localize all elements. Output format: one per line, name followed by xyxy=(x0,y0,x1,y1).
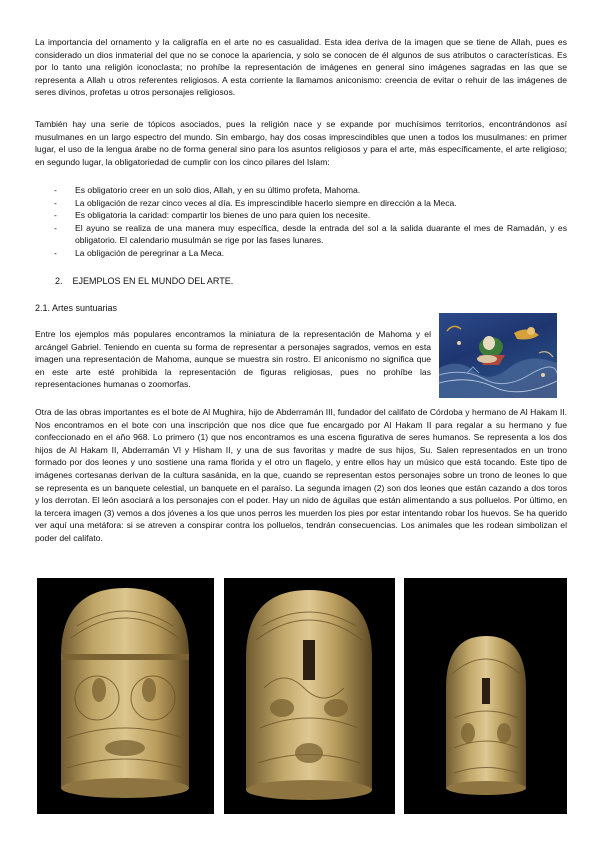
paragraph-miniature: Entre los ejemplos más populares encontramos la miniatura de la representación de Mahoma y el arcángel Gabriel. Teniendo en cuenta su forma de representar a personajes sagrados, vemos en esta imagen una representación de Mahoma, aunque se muestra sin rostro. El aniconismo no significa que en este arte esté prohibida la representación de figuras religiosas, pues no prohíbe las representaciones humanas o zoomorfas. xyxy=(35,329,431,390)
subsection-heading: 2.1. Artes suntuarias xyxy=(35,303,118,313)
paragraph-ornament-calligraphy: La importancia del ornamento y la caligrafía en el arte no es casualidad. Esta idea deriva de la imagen que se tiene de Allah, pues es considerado un dios inmaterial del que no se conoce la apariencia, y solo se conocen de él algunos de sus atributos o características. Es por lo tanto una religión iconoclasta; no prohíbe la representación de imágenes en general sino imágenes sagradas en las que se representa a Allah u otros referentes religiosos. A esta corriente la llamamos aniconismo: creencia de evitar o rehuir de las imágenes de seres divinos, profetas u otros personajes religiosos. xyxy=(35,37,567,98)
section-heading xyxy=(55,276,233,286)
paragraph-al-mughira: Otra de las obras importantes es el bote de Al Mughira, hijo de Abderramán III, fundador del califato de Córdoba y hermano de Al Hakam II. Nos encontramos en el bote con una inscripción que nos dice que fue encargado por Al Hakam II para regalar a su hermano y fue confeccionado en el año 968. Lo primero (1) que nos encontramos es una escena figurativa de seres humanos. Se representa a los dos hijos de Al Hakam II, Abderramán VI y Hisham II, y una de sus favoritas y madre de sus hijos, Su. Salen representados en un trono formado por dos leones y uno sostiene una rama florida y el otro un flagelo, y entre ellos hay un músico que está tocando. Este tipo de imágenes cortesanas derivan de la cultura sasánida, en la que, cuando se representan estos personajes sobre un trono de leones lo que se representa es un banquete celestial, un banquete en el paraíso. La segunda imagen (2) son dos leones que están cazando a dos toros y los derrotan. El león asociará a los personajes con el poder. Hay un nido de águilas que están alimentando a sus polluelos. Por último, en la tercera imagen (3) vemos a dos jóvenes a los que unos perros les muerden los pies por estar intentando robar los huevos. Se ha querido ver aquí una metáfora: si se atreven a conspirar contra los polluelos, tendrán consecuencias. Los animales que les rodean simbolizan el poder del califato. xyxy=(35,407,567,543)
section-title: EJEMPLOS EN EL MUNDO DEL ARTE. xyxy=(72,276,234,286)
mahoma-gabriel-miniature-image xyxy=(439,313,557,398)
list-item: - Es obligatoria la caridad: compartir los bienes de uno para quien los necesite. xyxy=(54,210,371,221)
section-number: 2. xyxy=(55,276,63,286)
pyxis-photo-2 xyxy=(224,578,395,814)
paragraph-topics-pillars: También hay una serie de tópicos asociados, pues la religión nace y se expande por muchísimos territorios, encontrándonos así musulmanes en un largo espectro del mundo. Sin embargo, hay dos cosas imprescindibles que unen a todos los musulmanes: en primer lugar, el uso de la lengua árabe no de forma general sino para los asuntos religiosos y para el arte, más específicamente, el arte religioso; en segundo lugar, la obligatoriedad de cumplir con los cinco pilares del Islam: xyxy=(35,119,567,167)
list-item: - La obligación de rezar cinco veces al día. Es imprescindible hacerlo siempre en dirección a la Meca. xyxy=(54,197,457,208)
list-item: - Es obligatorio creer en un solo dios, Allah, y en su último profeta, Mahoma. xyxy=(54,185,361,195)
list-item: - La obligación de peregrinar a La Meca. xyxy=(54,247,225,258)
pyxis-photo-1 xyxy=(37,578,214,814)
pillars-list xyxy=(35,184,567,260)
pyxis-photo-3 xyxy=(404,578,567,814)
list-item: - El ayuno se realiza de una manera muy específica, desde la entrada del sol a la salida duarante el mes de Ramadán, y es obligatorio. El calendario musulmán se rige por las fases lunares. xyxy=(54,222,567,246)
